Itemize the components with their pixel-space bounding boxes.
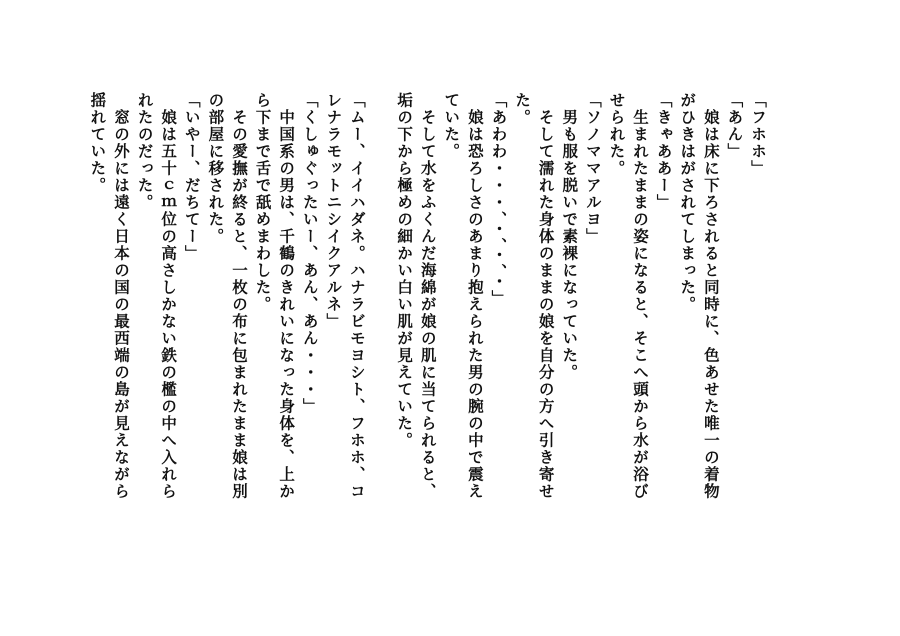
text-line: 「くしゅぐったいー、あん、あん・・・」 [300, 92, 320, 415]
text-line: レナラモットニシイクアルネ」 [324, 92, 344, 330]
text-line: ら下まで舌で舐めまわした。 [253, 92, 273, 313]
vertical-text-body [86, 92, 770, 562]
text-line: そして濡れた身体のままの娘を自分の方へ引き寄せ [536, 92, 556, 500]
text-line: 「フホホ」 [749, 92, 768, 177]
text-line: 「きゃああー」 [654, 92, 674, 211]
text-line: せられた。 [607, 92, 627, 177]
text-line: その愛撫が終ると、一枚の布に包まれたまま娘は別 [229, 92, 249, 500]
text-line: 「ムー、イイハダネ。ハナラビモヨシト、フホホ、コ [347, 92, 367, 500]
text-line: た。 [513, 92, 533, 126]
text-line: 揺れていた。 [88, 92, 108, 194]
text-line: 娘は五十ｃｍ位の高さしかない鉄の檻の中へ入れら [159, 92, 179, 500]
text-line: 「ソノママアルヨ」 [583, 92, 603, 245]
text-line: 娘は恐ろしさのあまり抱えられた男の腕の中で震え [465, 92, 485, 500]
text-line: 垢の下から極めの細かい白い肌が見えていた。 [395, 92, 415, 449]
text-line: ていた。 [442, 92, 462, 160]
text-line: 中国系の男は、千鶴のきれいになった身体を、上か [277, 92, 297, 500]
text-line: 窓の外には遠く日本の国の最西端の島が見えながら [111, 92, 131, 500]
text-line: の部屋に移された。 [206, 92, 226, 245]
text-line: 「いやー、だちてー」 [182, 92, 202, 262]
text-line: がひきはがされてしまった。 [678, 92, 698, 313]
text-line: そして水をふくんだ海綿が娘の肌に当てられると、 [418, 92, 438, 500]
text-line: れたのだった。 [135, 92, 155, 211]
text-line: 「あん」 [725, 92, 745, 160]
text-line: 男も服を脱いで素裸になっていた。 [560, 92, 580, 381]
text-line: 「あわわ・・・、・、・、・」 [489, 92, 509, 307]
blank-line [369, 92, 393, 562]
text-line: 生まれたままの姿になると、そこへ頭から水が浴び [631, 92, 651, 500]
text-line: 娘は床に下ろされると同時に、色あせた唯一の着物 [701, 92, 721, 500]
